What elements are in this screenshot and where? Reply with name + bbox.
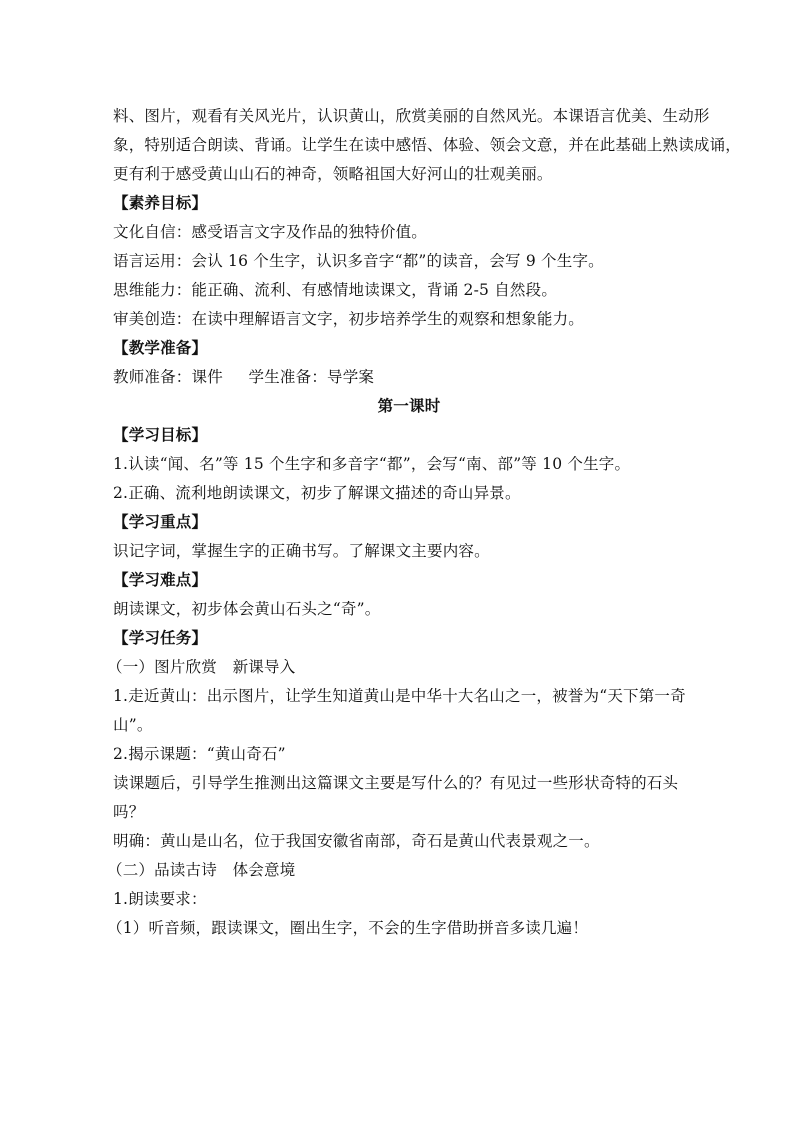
paragraph-line: 2.揭示课题：“黄山奇石” <box>113 745 286 763</box>
lesson-title: 第一课时 <box>377 396 441 415</box>
paragraph-line: 思维能力：能正确、流利、有感情地读课文，背诵 2-5 自然段。 <box>113 281 558 299</box>
paragraph-line: 明确：黄山是山名，位于我国安徽省南部，奇石是黄山代表景观之一。 <box>113 832 600 850</box>
paragraph-line: 吗？ <box>113 803 145 821</box>
paragraph-line: 料、图片，观看有关风光片，认识黄山，欣赏美丽的自然风光。本课语言优美、生动形 <box>113 107 710 125</box>
paragraph-line: 1.朗读要求： <box>113 890 207 908</box>
section-heading: 【学习难点】 <box>113 570 208 589</box>
paragraph-line: 山”。 <box>113 716 153 734</box>
section-heading: 【学习重点】 <box>113 512 208 531</box>
paragraph-line: 2.正确、流利地朗读课文，初步了解课文描述的奇山异景。 <box>113 484 521 502</box>
paragraph-line: （1）听音频，跟读课文，圈出生字，不会的生字借助拼音多读几遍！ <box>107 919 589 937</box>
paragraph-line: 教师准备：课件 学生准备：导学案 <box>113 368 375 386</box>
paragraph-line: 语言运用：会认 16 个生字，认识多音字“都”的读音，会写 9 个生字。 <box>113 252 604 270</box>
paragraph-line: （二）品读古诗 体会意境 <box>107 861 296 879</box>
section-heading: 【学习任务】 <box>113 628 208 647</box>
paragraph-line: 审美创造：在读中理解语言文字，初步培养学生的观察和想象能力。 <box>113 310 585 328</box>
paragraph-line: 文化自信：感受语言文字及作品的独特价值。 <box>113 223 428 241</box>
paragraph-line: 1.走近黄山：出示图片，让学生知道黄山是中华十大名山之一，被誉为“天下第一奇 <box>113 687 686 705</box>
paragraph-line: 读课题后，引导学生推测出这篇课文主要是写什么的？有见过一些形状奇特的石头 <box>113 774 679 792</box>
paragraph-line: 朗读课文，初步体会黄山石头之“奇”。 <box>113 600 381 618</box>
section-heading: 【素养目标】 <box>113 193 208 212</box>
paragraph-line: 1.认读“闻、名”等 15 个生字和多音字“都”，会写“南、部”等 10 个生字。 <box>113 455 631 473</box>
paragraph-line: （一）图片欣赏 新课导入 <box>107 658 296 676</box>
paragraph-line: 象，特别适合朗读、背诵。让学生在读中感悟、体验、领会文意，并在此基础上熟读成诵， <box>113 136 742 154</box>
paragraph-line: 识记字词，掌握生字的正确书写。了解课文主要内容。 <box>113 542 490 560</box>
paragraph-line: 更有利于感受黄山山石的神奇，领略祖国大好河山的壮观美丽。 <box>113 165 553 183</box>
section-heading: 【教学准备】 <box>113 338 208 357</box>
section-heading: 【学习目标】 <box>113 425 208 444</box>
